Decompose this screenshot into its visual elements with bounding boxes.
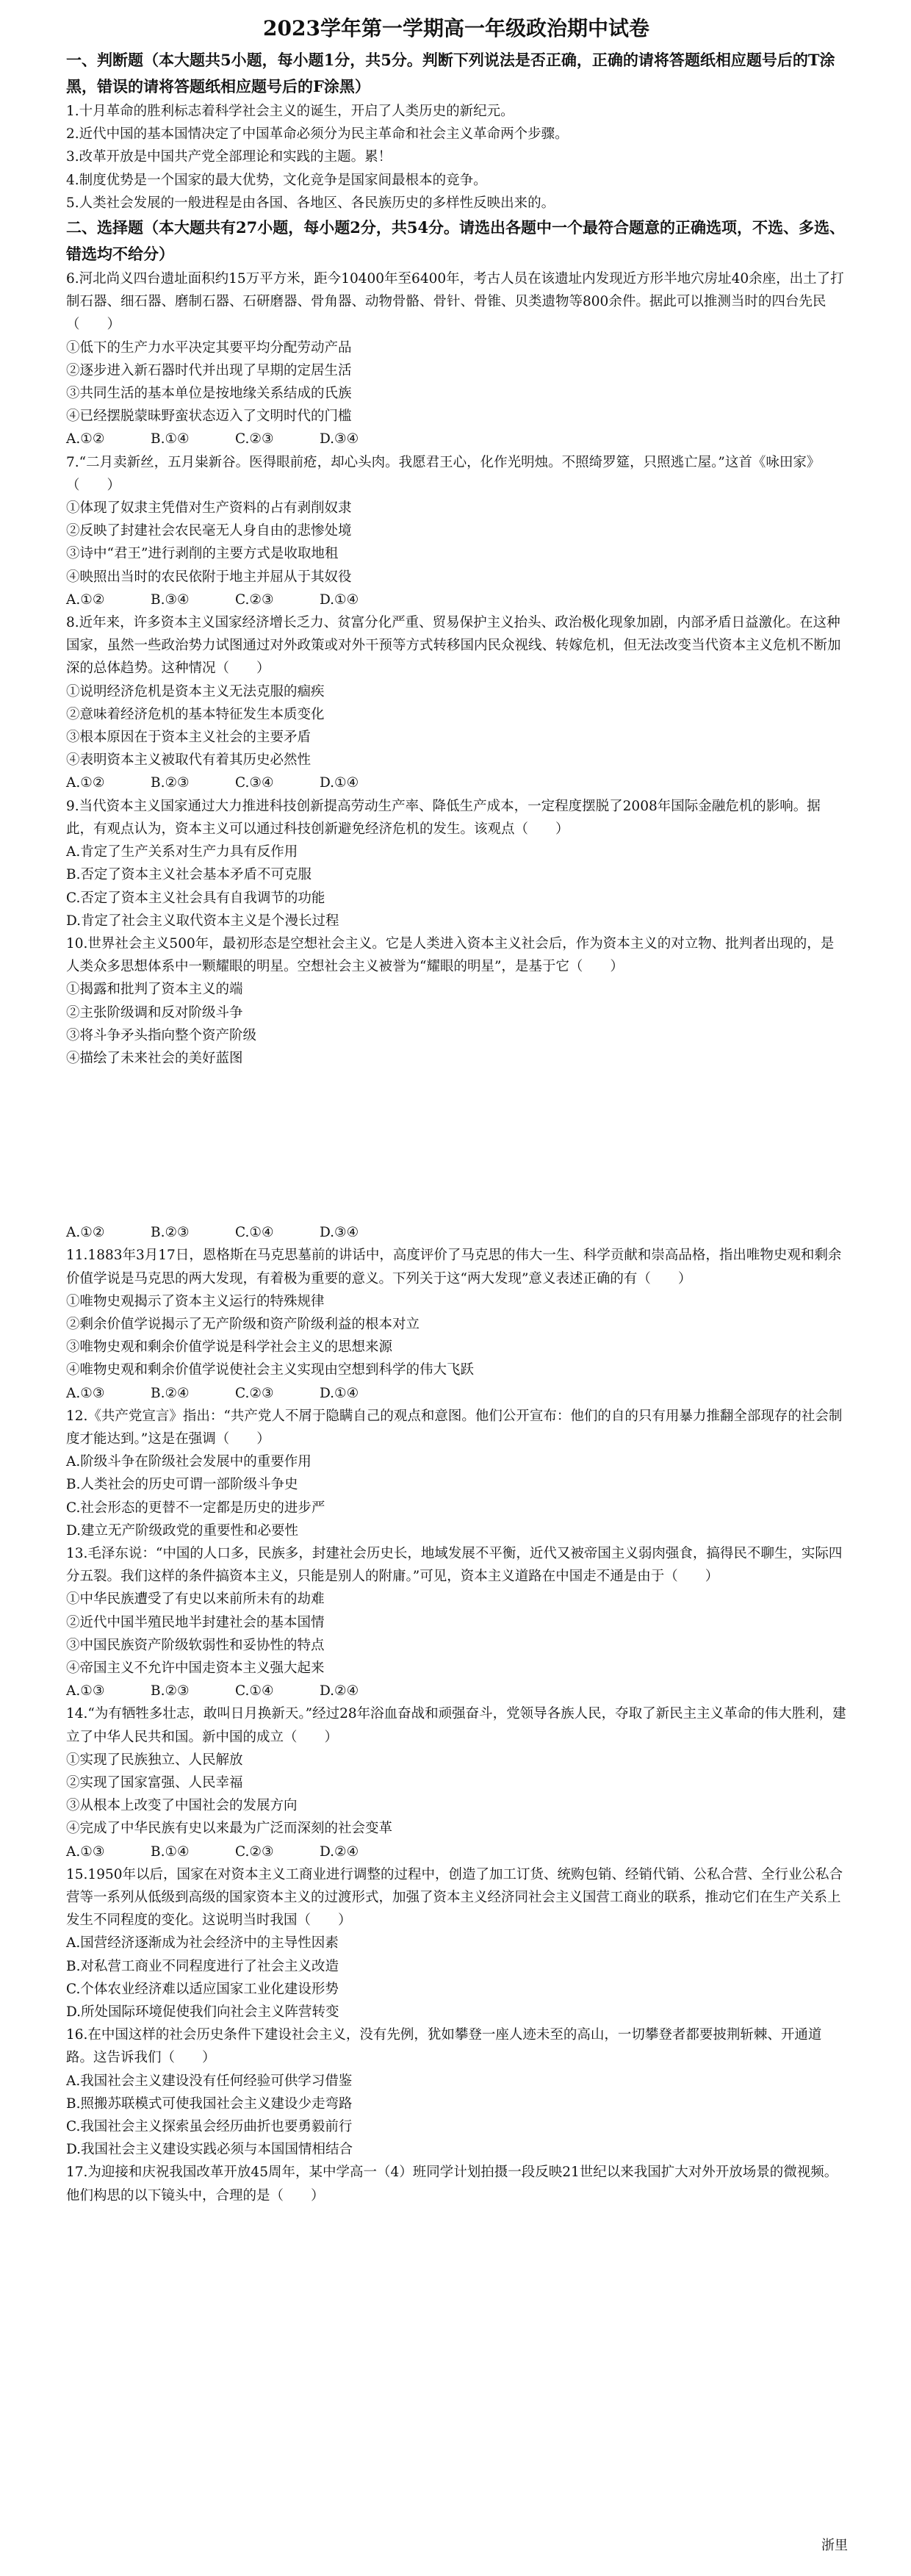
question-6-item: ①低下的生产力水平决定其要平均分配劳动产品 — [66, 339, 352, 356]
question-16-item: D.我国社会主义建设实践必须与本国国情相结合 — [66, 2142, 353, 2158]
question-8-stem: 8.近年来，许多资本主义国家经济增长乏力、贫富分化严重、贸易保护主义抬头、政治极化现象加剧，内部矛盾日益激化。在这种国家，虽然一些政治势力试图通过对外政策或对外干预等方式转移国内民众视线、转嫁危机，但无法改变当代资本主义危机不断加深的总体趋势。这种情况（ ） — [66, 615, 841, 677]
question-11-options — [66, 1382, 846, 1405]
question-13-item: ①中华民族遭受了有史以来前所未有的劫难 — [66, 1591, 325, 1608]
question-13-item: ③中国民族资产阶级软弱性和妥协性的特点 — [66, 1637, 325, 1653]
option-c: C.②③ — [235, 591, 274, 608]
question-15-item: C.个体农业经济难以适应国家工业化建设形势 — [66, 1981, 339, 1997]
option-b: B.②④ — [151, 1385, 190, 1401]
question-6-item: ②逐步进入新石器时代并出现了早期的定居生活 — [66, 362, 352, 378]
question-7-item: ④映照出当时的农民依附于地主并屈从于其奴役 — [66, 569, 352, 585]
option-c: C.①④ — [235, 1225, 274, 1241]
question-7-item: ①体现了奴隶主凭借对生产资料的占有剥削奴隶 — [66, 500, 352, 517]
question-7-item: ③诗中“君王”进行剥削的主要方式是收取地租 — [66, 546, 339, 562]
question-6-stem: 6.河北尚义四台遗址面积约15万平方米，距今10400年至6400年，考古人员在该遗址内发现近方形半地穴房址40余座，出土了打制石器、细石器、磨制石器、石研磨器、骨角器、动物骨骼、骨针、骨锥、贝类遗物等800余件。据此可以推测当时的四台先民（ ） — [66, 271, 844, 333]
question-16-stem: 16.在中国这样的社会历史条件下建设社会主义，没有先例，犹如攀登一座人迹未至的高山，一切攀登者都要披荆斩棘、开通道路。这告诉我们（ ） — [66, 2027, 822, 2066]
question-16-item: A.我国社会主义建设没有任何经验可供学习借鉴 — [66, 2073, 353, 2089]
option-a: A.①② — [66, 1225, 105, 1241]
judge-item: 4.制度优势是一个国家的最大优势，文化竞争是国家间最根本的竞争。 — [66, 172, 487, 188]
question-9-item: C.否定了资本主义社会具有自我调节的功能 — [66, 890, 325, 906]
option-d: D.③④ — [320, 431, 359, 447]
option-b: B.①④ — [151, 1843, 190, 1860]
option-d: D.②④ — [320, 1683, 359, 1699]
question-13-item: ②近代中国半殖民地半封建社会的基本国情 — [66, 1614, 325, 1630]
page-title: 2023学年第一学期高一年级政治期中试卷 — [263, 16, 649, 40]
question-10-item: ④描绘了未来社会的美好蓝图 — [66, 1050, 243, 1066]
option-d: D.①④ — [320, 1385, 359, 1401]
option-c: C.①④ — [235, 1683, 274, 1699]
option-b: B.③④ — [151, 591, 190, 608]
question-16-item: B.照搬苏联模式可使我国社会主义建设少走弯路 — [66, 2095, 353, 2112]
option-a: A.①② — [66, 591, 105, 608]
option-d: D.①④ — [320, 591, 359, 608]
question-9-item: A.肯定了生产关系对生产力具有反作用 — [66, 844, 298, 860]
option-b: B.②③ — [151, 1683, 190, 1699]
question-12-item: C.社会形态的更替不一定都是历史的进步严 — [66, 1500, 325, 1516]
question-6-item: ③共同生活的基本单位是按地缘关系结成的氏族 — [66, 386, 352, 402]
option-a: A.①③ — [66, 1385, 105, 1401]
question-14-item: ④完成了中华民族有史以来最为广泛而深刻的社会变革 — [66, 1821, 393, 1837]
question-14-options — [66, 1841, 846, 1863]
question-8-options — [66, 771, 846, 794]
option-c: C.②③ — [235, 1385, 274, 1401]
question-14-stem: 14.“为有牺牲多壮志，敢叫日月换新天。”经过28年浴血奋战和顽强奋斗，党领导各族人民，夺取了新民主主义革命的伟大胜利，建立了中华人民共和国。新中国的成立（ ） — [66, 1706, 846, 1745]
question-8-item: ②意味着经济危机的基本特征发生本质变化 — [66, 706, 325, 722]
judge-item: 5.人类社会发展的一般进程是由各国、各地区、各民族历史的多样性反映出来的。 — [66, 195, 555, 211]
question-6-item: ④已经摆脱蒙昧野蛮状态迈入了文明时代的门槛 — [66, 409, 352, 425]
option-d: D.②④ — [320, 1843, 359, 1860]
question-11-item: ①唯物史观揭示了资本主义运行的特殊规律 — [66, 1293, 325, 1309]
question-15-item: B.对私营工商业不同程度进行了社会主义改造 — [66, 1958, 339, 1974]
question-15-item: A.国营经济逐渐成为社会经济中的主导性因素 — [66, 1935, 339, 1951]
section2-heading: 二、选择题（本大题共有27小题，每小题2分，共54分。请选出各题中一个最符合题意的正确选项，不选、多选、错选均不给分） — [66, 218, 846, 264]
question-10-item: ②主张阶级调和反对阶级斗争 — [66, 1004, 243, 1021]
question-10-options — [66, 1221, 846, 1244]
question-6-options — [66, 428, 846, 450]
question-15-item: D.所处国际环境促使我们向社会主义阵营转变 — [66, 2004, 339, 2021]
question-11-item: ③唯物史观和剩余价值学说是科学社会主义的思想来源 — [66, 1339, 393, 1356]
question-11-stem: 11.1883年3月17日，恩格斯在马克思墓前的讲话中，高度评价了马克思的伟大一生、科学贡献和崇高品格，指出唯物史观和剩余价值学说是马克思的两大发现，有着极为重要的意义。下列关于这“两大发现”意义表述正确的有（ ） — [66, 1248, 842, 1287]
question-10-stem: 10.世界社会主义500年，最初形态是空想社会主义。它是人类进入资本主义社会后，作为资本主义的对立物、批判者出现的，是人类众多思想体系中一颗耀眼的明星。空想社会主义被誉为“耀眼的明星”，是基于它（ ） — [66, 935, 835, 975]
judge-item: 2.近代中国的基本国情决定了中国革命必须分为民主革命和社会主义革命两个步骤。 — [66, 126, 569, 143]
option-c: C.②③ — [235, 1843, 274, 1860]
option-c: C.③④ — [235, 775, 274, 791]
option-b: B.②③ — [151, 775, 190, 791]
question-14-item: ③从根本上改变了中国社会的发展方向 — [66, 1798, 298, 1814]
question-16-item: C.我国社会主义探索虽会经历曲折也要勇毅前行 — [66, 2119, 353, 2135]
option-a: A.①② — [66, 775, 105, 791]
judge-item: 1.十月革命的胜利标志着科学社会主义的诞生，开启了人类历史的新纪元。 — [66, 104, 514, 119]
option-a: A.①③ — [66, 1683, 105, 1699]
question-14-item: ②实现了国家富强、人民幸福 — [66, 1775, 243, 1791]
option-d: D.①④ — [320, 775, 359, 791]
section1-heading: 一、判断题（本大题共5小题，每小题1分，共5分。判断下列说法是否正确，正确的请将答题纸相应题号后的T涂黑，错误的请将答题纸相应题号后的F涂黑） — [66, 51, 835, 96]
question-8-item: ③根本原因在于资本主义社会的主要矛盾 — [66, 730, 312, 746]
question-10-item: ①揭露和批判了资本主义的端 — [66, 982, 243, 998]
question-15-stem: 15.1950年以后，国家在对资本主义工商业进行调整的过程中，创造了加工订货、统购包销、经销代销、公私合营、全行业公私合营等一系列从低级到高级的国家资本主义的过渡形式，加强了资本主义经济同社会主义国营工商业的联系，推动它们在生产关系上发生不同程度的变化。这说明当时我国（ ） — [66, 1866, 843, 1929]
question-9-item: D.肯定了社会主义取代资本主义是个漫长过程 — [66, 913, 339, 929]
question-8-item: ①说明经济危机是资本主义无法克服的痼疾 — [66, 683, 325, 699]
option-d: D.③④ — [320, 1225, 359, 1241]
question-12-item: B.人类社会的历史可谓一部阶级斗争史 — [66, 1477, 298, 1493]
option-c: C.②③ — [235, 431, 274, 447]
question-13-options — [66, 1680, 846, 1702]
question-11-item: ②剩余价值学说揭示了无产阶级和资产阶级利益的根本对立 — [66, 1316, 420, 1332]
option-b: B.②③ — [151, 1225, 190, 1241]
question-7-item: ②反映了封建社会农民毫无人身自由的悲惨处境 — [66, 523, 352, 539]
question-17-stem: 17.为迎接和庆祝我国改革开放45周年，某中学高一（4）班同学计划拍摄一段反映21世纪以来我国扩大对外开放场景的微视频。他们构思的以下镜头中，合理的是（ ） — [66, 2165, 838, 2203]
question-9-item: B.否定了资本主义社会基本矛盾不可克服 — [66, 867, 312, 883]
question-10-item: ③将斗争矛头指向整个资产阶级 — [66, 1027, 257, 1043]
option-a: A.①② — [66, 431, 105, 447]
question-12-item: A.阶级斗争在阶级社会发展中的重要作用 — [66, 1454, 312, 1470]
question-7-stem: 7.“二月卖新丝，五月粜新谷。医得眼前疮，却心头肉。我愿君王心，化作光明烛。不照绮罗筵，只照逃亡屋。”这首《咏田家》（ ） — [66, 454, 821, 493]
blank-space — [66, 1070, 846, 1221]
question-12-stem: 12.《共产党宣言》指出：“共产党人不屑于隐瞒自己的观点和意图。他们公开宣布：他们的自的只有用暴力推翻全部现存的社会制度才能达到。”这是在强调（ ） — [66, 1408, 843, 1447]
question-8-item: ④表明资本主义被取代有着其历史必然性 — [66, 752, 312, 769]
question-7-options — [66, 589, 846, 611]
option-a: A.①③ — [66, 1843, 105, 1860]
question-13-item: ④帝国主义不允许中国走资本主义强大起来 — [66, 1660, 325, 1676]
footer-mark: 浙里 — [821, 2538, 848, 2553]
option-b: B.①④ — [151, 431, 190, 447]
question-9-stem: 9.当代资本主义国家通过大力推进科技创新提高劳动生产率、降低生产成本，一定程度摆脱了2008年国际金融危机的影响。据此，有观点认为，资本主义可以通过科技创新避免经济危机的发生。该观点（ ） — [66, 798, 821, 837]
judge-item: 3.改革开放是中国共产党全部理论和实践的主题。累！ — [66, 149, 392, 165]
question-12-item: D.建立无产阶级政党的重要性和必要性 — [66, 1522, 299, 1539]
question-13-stem: 13.毛泽东说：“中国的人口多，民族多，封建社会历史长，地域发展不平衡，近代又被帝国主义弱肉强食，搞得民不聊生，实际四分五裂。我们这样的条件搞资本主义，只能是别人的附庸。”可见，资本主义道路在中国走不通是由于（ ） — [66, 1545, 843, 1585]
question-11-item: ④唯物史观和剩余价值学说使社会主义实现由空想到科学的伟大飞跃 — [66, 1362, 475, 1378]
question-14-item: ①实现了民族独立、人民解放 — [66, 1752, 243, 1768]
